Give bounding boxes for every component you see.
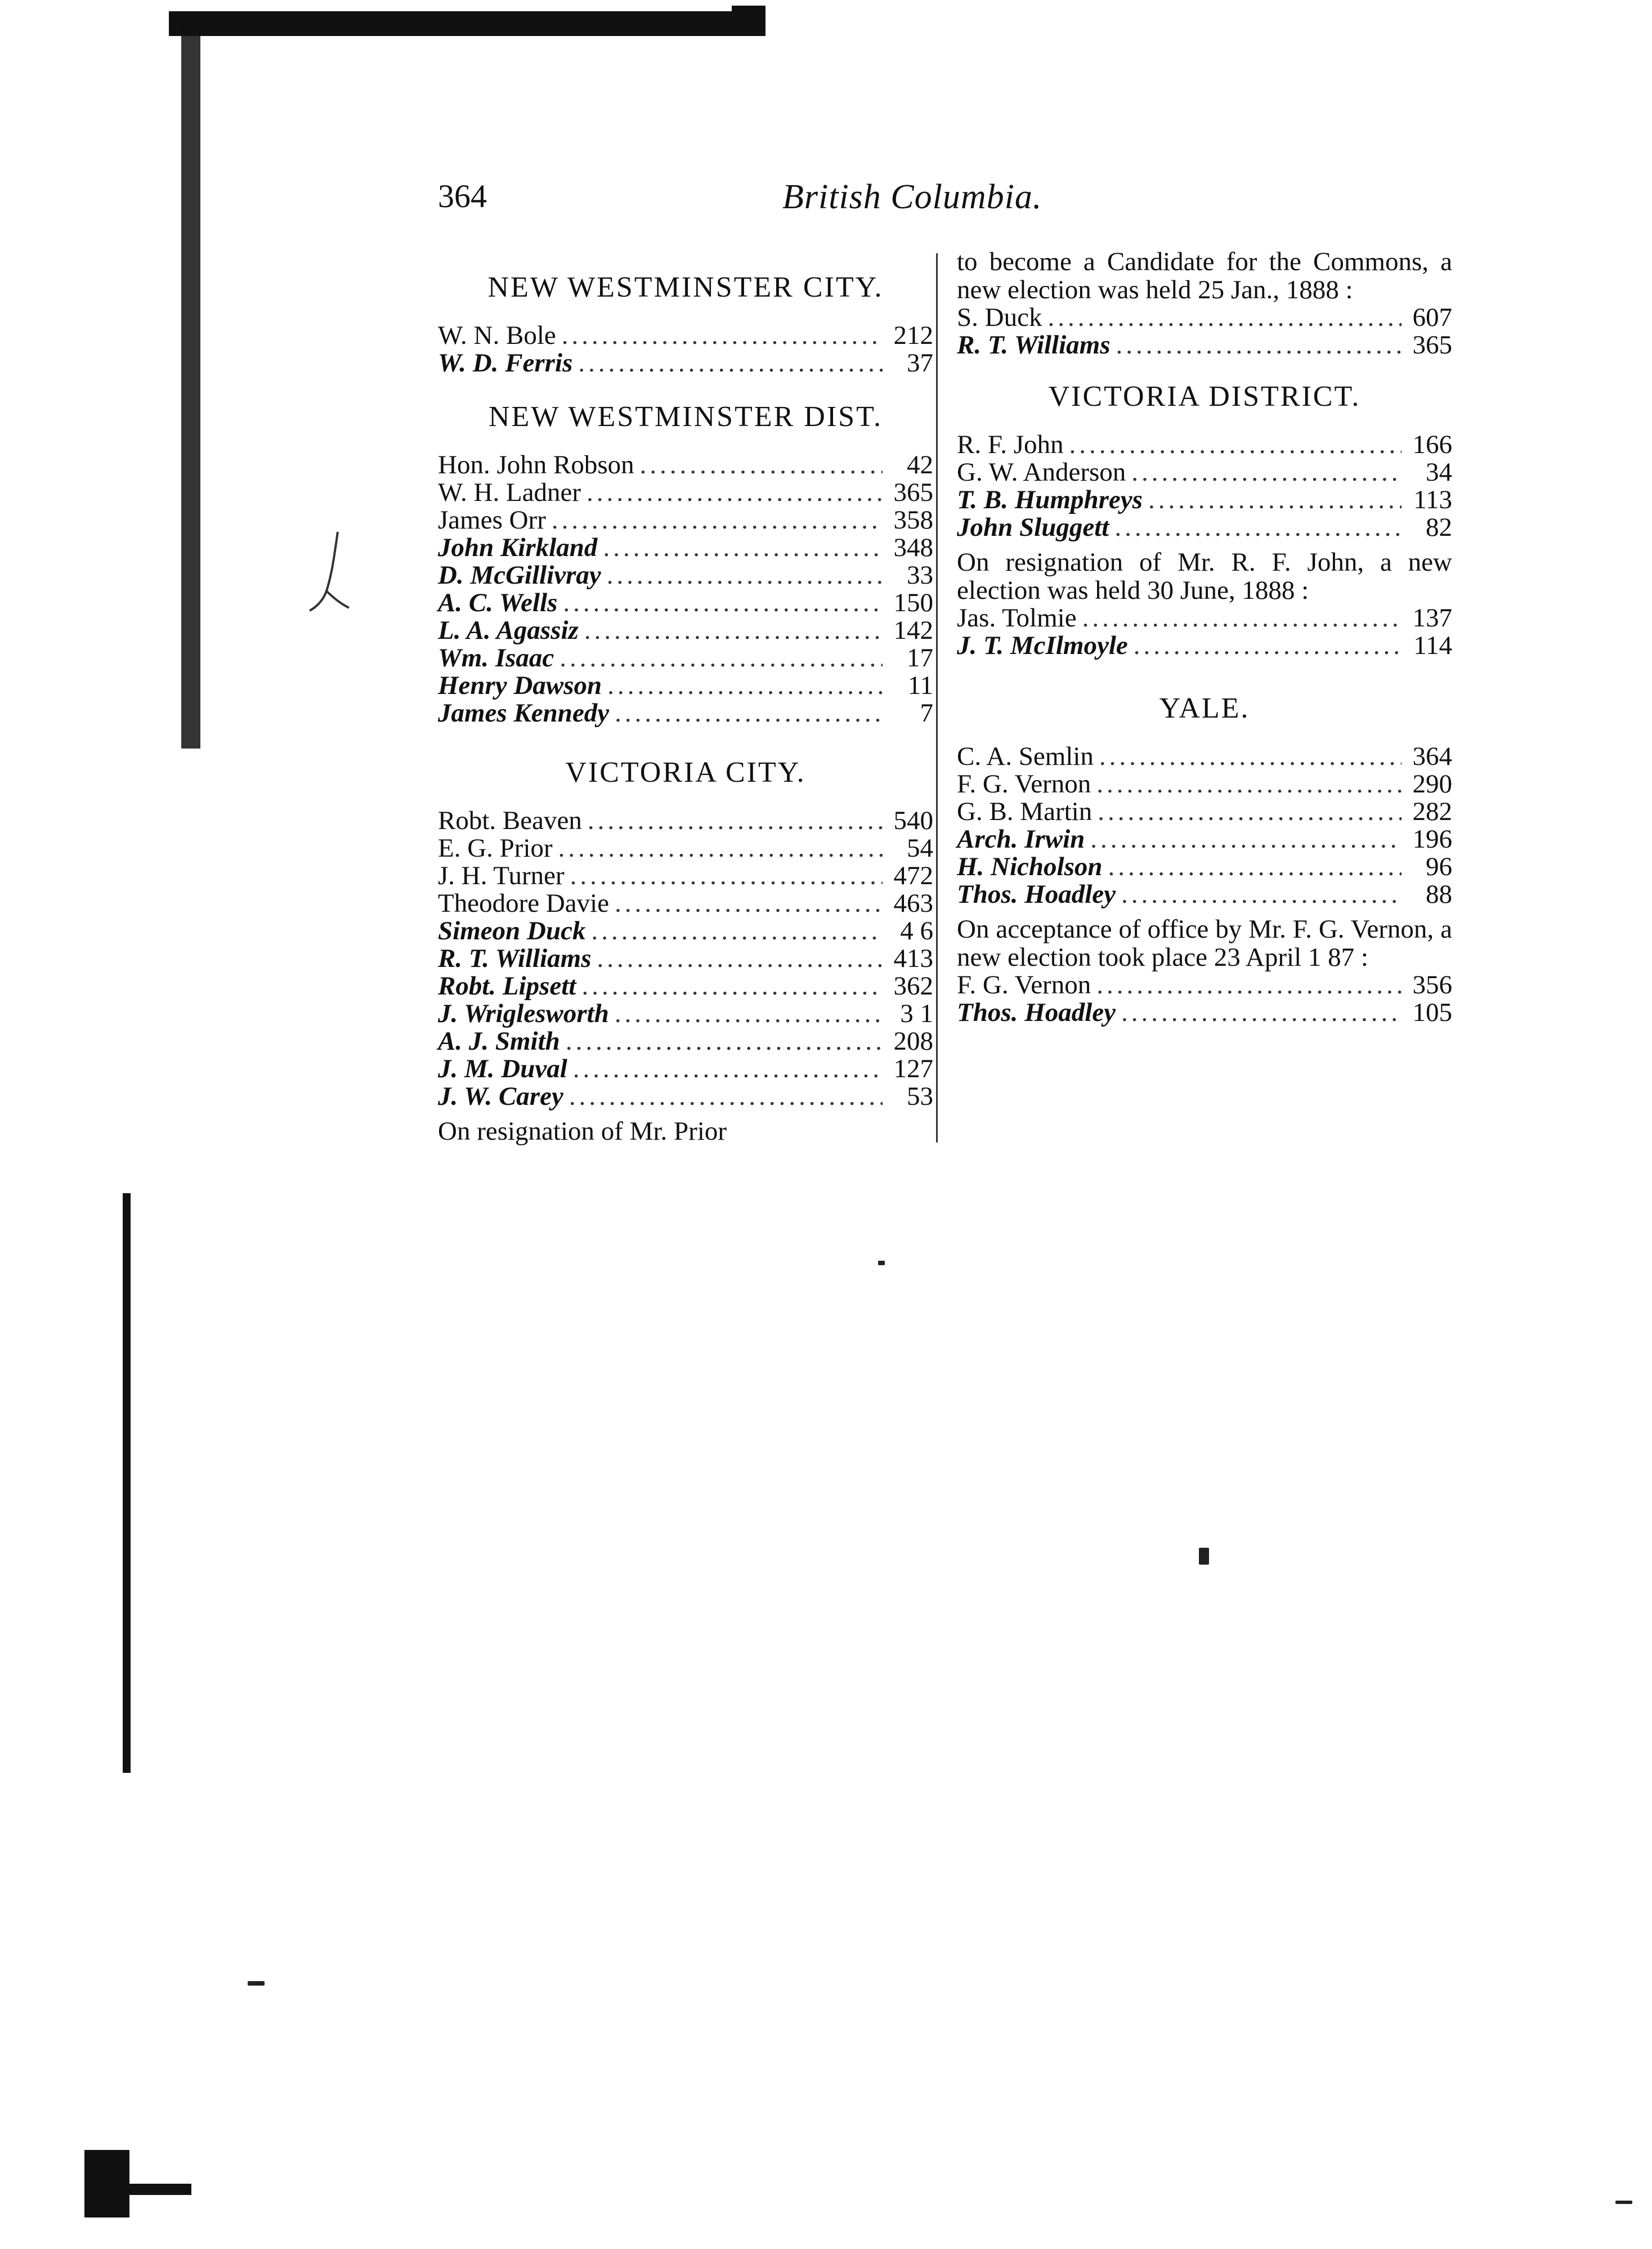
candidate-name: Henry Dawson [438,671,602,700]
vote-count: 356 [1412,970,1452,1000]
result-row [438,890,933,917]
dot-leader [591,917,883,945]
result-row [438,1000,933,1028]
vote-count: 4 6 [900,916,933,946]
scan-edge-left [181,23,200,749]
dot-leader [1116,331,1402,359]
vote-count: 196 [1412,825,1452,854]
dot-leader [581,973,883,1000]
dot-leader [597,945,883,973]
scan-edge-left-lower [123,1193,131,1773]
vote-count: 114 [1413,631,1452,660]
dot-leader [559,644,883,672]
result-row [438,945,933,973]
dot-leader [1121,999,1402,1027]
candidate-name: S. Duck [957,303,1042,332]
candidate-name: E. G. Prior [438,834,553,863]
result-row [957,743,1452,770]
result-row [438,700,933,727]
dot-leader [573,1055,883,1083]
result-row [438,973,933,1000]
result-row [438,479,933,507]
result-row [957,459,1452,486]
left-sections [438,270,933,1145]
scan-speck [1615,2201,1632,2204]
result-row [438,322,933,350]
dot-leader [615,1000,883,1028]
vote-count: 127 [893,1054,933,1083]
dot-leader [607,672,883,700]
dot-leader [558,835,883,862]
section-note: On resignation of Mr. Prior [438,1117,727,1146]
candidate-name: D. McGillivray [438,561,601,590]
dot-leader [1148,486,1402,514]
dot-leader [588,807,883,835]
dot-leader [1047,304,1402,331]
right-sections [957,379,1452,1027]
vote-count: 142 [893,616,933,645]
vote-count: 33 [907,561,933,590]
dot-leader [1121,881,1402,908]
result-row [438,534,933,562]
result-row [438,807,933,835]
vote-count: 34 [1426,458,1452,487]
result-row [438,1028,933,1055]
section-note: On acceptance of office by Mr. F. G. Vernon, a new election took place 23 April 1 87 : [957,915,1452,972]
dot-leader [566,1028,883,1055]
vote-count: 3 1 [900,999,933,1028]
dot-leader [562,322,883,350]
candidate-name: Wm. Isaac [438,643,554,673]
scan-edge-top-notch [732,6,765,17]
vote-count: 472 [893,861,933,890]
dot-leader [615,890,883,917]
candidate-name: J. W. Carey [438,1082,563,1111]
page-number: 364 [438,178,487,214]
vote-count: 290 [1412,769,1452,799]
candidate-name: James Kennedy [438,698,610,728]
result-row [438,835,933,862]
section-heading: NEW WESTMINSTER DIST. [489,401,883,433]
candidate-name: G. B. Martin [957,797,1093,826]
result-row [438,862,933,890]
result-row [438,1055,933,1083]
dot-leader [1096,770,1402,798]
dot-leader [1131,459,1402,486]
vote-count: 17 [907,643,933,673]
candidate-name: Jas. Tolmie [957,603,1077,633]
result-row [957,971,1452,999]
handwritten-mark [304,529,355,619]
candidate-name: R. T. Williams [957,330,1111,360]
dot-leader [1114,514,1402,541]
dot-leader [615,700,883,727]
dot-leader [1134,632,1402,660]
result-row [957,331,1452,359]
scan-edge-bottom-mark [84,2184,191,2195]
page-title: British Columbia. [782,178,1042,216]
result-row [438,917,933,945]
vote-count: 364 [1412,742,1452,771]
vote-count: 362 [893,971,933,1001]
result-row [957,604,1452,632]
dot-leader [1108,853,1402,881]
dot-leader [563,589,883,617]
scan-speck [248,1981,265,1986]
candidate-name: G. W. Anderson [957,458,1126,487]
vote-count: 212 [893,321,933,350]
dot-leader [1090,826,1402,853]
dot-leader [584,617,883,644]
scan-edge-top [169,11,765,36]
right-column [957,248,1452,1027]
dot-leader [1099,743,1402,770]
scan-speck [1199,1548,1209,1565]
dot-leader [603,534,883,562]
vote-count: 540 [893,806,933,835]
section-heading: VICTORIA DISTRICT. [1048,380,1361,413]
dot-leader [1082,604,1402,632]
candidate-name: W. D. Ferris [438,348,573,378]
vote-count: 166 [1412,430,1452,459]
vote-count: 150 [893,588,933,617]
vote-count: 282 [1412,797,1452,826]
candidate-name: J. Wriglesworth [438,999,609,1028]
result-row [438,562,933,589]
vote-count: 37 [907,348,933,378]
candidate-name: H. Nicholson [957,852,1103,881]
vote-count: 463 [893,889,933,918]
result-row [957,798,1452,826]
candidate-name: Arch. Irwin [957,825,1085,854]
vote-count: 113 [1413,485,1452,514]
vote-count: 208 [893,1027,933,1056]
result-row [957,999,1452,1027]
result-row [957,514,1452,541]
candidate-name: Simeon Duck [438,916,586,946]
result-row [438,507,933,534]
dot-leader [1098,798,1402,826]
vote-count: 365 [1412,330,1452,360]
candidate-name: R. F. John [957,430,1064,459]
dot-leader [640,451,883,479]
result-row [438,644,933,672]
vote-count: 365 [893,478,933,507]
result-row [438,617,933,644]
candidate-name: Hon. John Robson [438,450,634,480]
dot-leader [1069,431,1402,459]
candidate-name: T. B. Humphreys [957,485,1143,514]
vote-count: 42 [907,450,933,480]
column-divider [936,253,938,1143]
candidate-name: J. M. Duval [438,1054,567,1083]
candidate-name: W. H. Ladner [438,478,581,507]
continuation-note: to become a Candidate for the Commons, a new election was held 25 Jan., 1888 : [957,247,1452,304]
result-row [957,304,1452,331]
section-heading: YALE. [1159,692,1250,724]
candidate-name: Theodore Davie [438,889,610,918]
result-row [957,881,1452,908]
result-row [438,451,933,479]
candidate-name: Robt. Lipsett [438,971,576,1001]
result-row [957,826,1452,853]
dot-leader [1096,971,1402,999]
candidate-name: J. H. Turner [438,861,565,890]
vote-count: 7 [920,698,933,728]
candidate-name: Robt. Beaven [438,806,582,835]
dot-leader [552,507,883,534]
candidate-name: F. G. Vernon [957,970,1091,1000]
vote-count: 358 [893,505,933,535]
result-row [438,350,933,377]
dot-leader [578,350,883,377]
section-note: On resignation of Mr. R. F. John, a new election was held 30 June, 1888 : [957,548,1452,605]
result-row [438,672,933,700]
vote-count: 105 [1412,998,1452,1027]
result-row [957,853,1452,881]
result-row [957,632,1452,660]
candidate-name: John Kirkland [438,533,598,562]
dot-leader [607,562,883,589]
vote-count: 413 [893,944,933,973]
vote-count: 11 [907,671,933,700]
dot-leader [570,862,883,890]
dot-leader [587,479,883,507]
candidate-name: C. A. Semlin [957,742,1094,771]
candidate-name: James Orr [438,505,546,535]
result-row [957,486,1452,514]
candidate-name: Thos. Hoadley [957,880,1116,909]
candidate-name: Thos. Hoadley [957,998,1116,1027]
vote-count: 53 [907,1082,933,1111]
vote-count: 348 [893,533,933,562]
result-row [957,431,1452,459]
left-column [438,248,933,1145]
candidate-name: W. N. Bole [438,321,556,350]
dot-leader [569,1083,883,1110]
scan-speck [878,1261,885,1265]
candidate-name: F. G. Vernon [957,769,1091,799]
candidate-name: L. A. Agassiz [438,616,579,645]
vote-count: 54 [907,834,933,863]
vote-count: 607 [1412,303,1452,332]
result-row [438,1083,933,1110]
candidate-name: A. C. Wells [438,588,558,617]
vote-count: 82 [1426,513,1452,542]
result-row [438,589,933,617]
result-row [957,770,1452,798]
section-heading: VICTORIA CITY. [565,756,806,789]
page-header [0,177,1652,228]
vote-count: 137 [1412,603,1452,633]
candidate-name: J. T. McIlmoyle [957,631,1128,660]
vote-count: 88 [1426,880,1452,909]
candidate-name: R. T. Williams [438,944,592,973]
section-heading: NEW WESTMINSTER CITY. [487,271,884,303]
intro-rows [957,304,1452,359]
candidate-name: A. J. Smith [438,1027,560,1056]
candidate-name: John Sluggett [957,513,1109,542]
vote-count: 96 [1426,852,1452,881]
